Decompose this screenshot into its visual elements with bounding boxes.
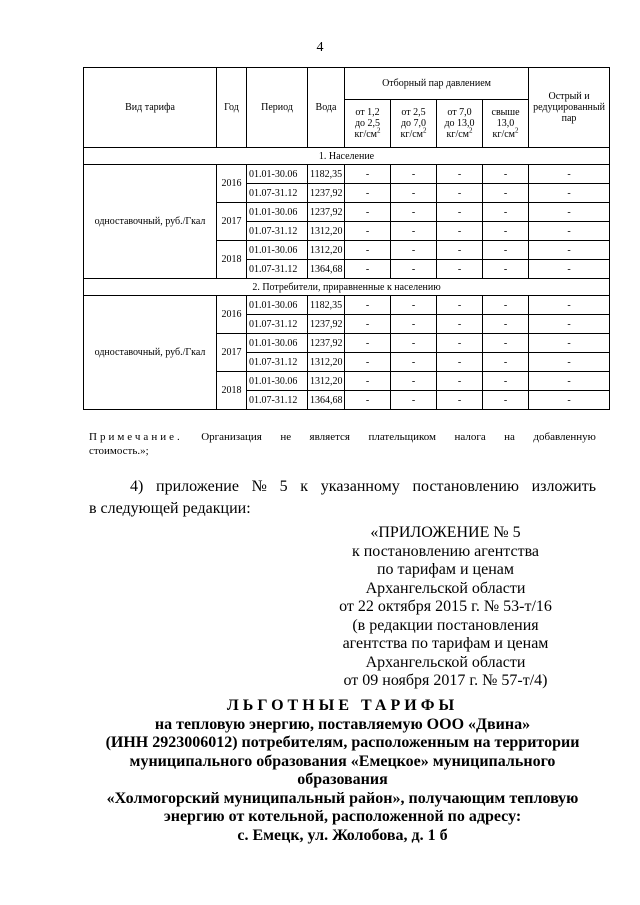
steam-cell: - <box>437 222 483 241</box>
water-cell: 1312,20 <box>308 222 345 241</box>
tariff-type-cell: одноставочный, руб./Гкал <box>84 165 217 279</box>
steam-cell: - <box>437 241 483 260</box>
heading-line: на тепловую энергию, поставляемую ООО «Двина» <box>154 715 531 733</box>
steam-cell: - <box>483 353 529 372</box>
steam-cell: - <box>529 334 610 353</box>
steam-cell: - <box>345 203 391 222</box>
steam-cell: - <box>391 372 437 391</box>
water-cell: 1237,92 <box>308 315 345 334</box>
steam-cell: - <box>391 391 437 410</box>
period-cell: 01.01-30.06 <box>247 296 308 315</box>
water-cell: 1237,92 <box>308 184 345 203</box>
appendix-line: Архангельской области <box>365 579 526 597</box>
appendix-line: к постановлению агентства <box>351 542 540 560</box>
year-cell: 2018 <box>217 372 247 410</box>
note-word: добавленную <box>533 431 596 443</box>
paragraph-4-line-2: в следующей редакции: <box>89 500 251 517</box>
paragraph-word: постановлению <box>412 478 519 495</box>
steam-cell: - <box>529 296 610 315</box>
year-cell: 2017 <box>217 334 247 372</box>
paragraph-word: к <box>300 478 309 495</box>
period-cell: 01.01-30.06 <box>247 372 308 391</box>
steam-cell: - <box>391 203 437 222</box>
steam-cell: - <box>483 391 529 410</box>
steam-cell: - <box>437 165 483 184</box>
table-row <box>84 165 610 184</box>
section-title: 2. Потребители, приравненные к населению <box>84 279 610 296</box>
steam-cell: - <box>437 260 483 279</box>
header-steam-col-1: от 1,2 до 2,5 $кг/см^2$ <box>345 100 391 148</box>
steam-cell: - <box>529 353 610 372</box>
steam-cell: - <box>437 372 483 391</box>
year-cell: 2018 <box>217 241 247 279</box>
appendix-block <box>318 524 573 691</box>
period-cell: 01.07-31.12 <box>247 222 308 241</box>
note-label: Примечание. <box>89 431 183 443</box>
steam-cell: - <box>483 334 529 353</box>
steam-cell: - <box>437 315 483 334</box>
table-row <box>84 296 610 315</box>
appendix-line: (в редакции постановления <box>352 616 539 634</box>
tariff-type-cell: одноставочный, руб./Гкал <box>84 296 217 410</box>
steam-cell: - <box>483 260 529 279</box>
steam-cell: - <box>529 241 610 260</box>
header-water: Вода <box>308 68 345 148</box>
heading-line: «Холмогорский муниципальный район», получающим тепловую <box>106 789 579 807</box>
paragraph-word: приложение <box>156 478 239 495</box>
note-word: Организация <box>201 431 262 443</box>
steam-cell: - <box>345 296 391 315</box>
appendix-line: по тарифам и ценам <box>376 561 515 578</box>
steam-cell: - <box>391 353 437 372</box>
steam-cell: - <box>391 222 437 241</box>
header-period: Период <box>247 68 308 148</box>
header-tariff-type: Вид тарифа <box>84 68 217 148</box>
period-cell: 01.01-30.06 <box>247 203 308 222</box>
document-heading <box>89 697 596 845</box>
note-line-1 <box>89 430 596 444</box>
steam-cell: - <box>437 203 483 222</box>
steam-cell: - <box>391 260 437 279</box>
steam-cell: - <box>483 315 529 334</box>
period-cell: 01.01-30.06 <box>247 165 308 184</box>
appendix-line: агентства по тарифам и ценам <box>342 635 549 652</box>
paragraph-word: 4) <box>130 478 144 495</box>
period-cell: 01.07-31.12 <box>247 260 308 279</box>
steam-cell: - <box>529 222 610 241</box>
period-cell: 01.07-31.12 <box>247 391 308 410</box>
steam-cell: - <box>345 222 391 241</box>
steam-cell: - <box>437 353 483 372</box>
steam-cell: - <box>437 184 483 203</box>
steam-cell: - <box>345 334 391 353</box>
steam-cell: - <box>483 372 529 391</box>
steam-cell: - <box>391 165 437 184</box>
tariff-table <box>83 67 610 410</box>
note-word: является <box>309 431 350 443</box>
header-sharp-steam: Острый и редуцированный пар <box>529 68 610 148</box>
water-cell: 1237,92 <box>308 334 345 353</box>
note-word: не <box>280 431 292 443</box>
heading-line: муниципального образования «Емецкое» муниципального образования <box>129 752 556 788</box>
steam-cell: - <box>529 165 610 184</box>
period-cell: 01.07-31.12 <box>247 353 308 372</box>
year-cell: 2016 <box>217 296 247 334</box>
steam-cell: - <box>345 260 391 279</box>
steam-cell: - <box>345 391 391 410</box>
header-steam-col-3: от 7,0 до 13,0 $кг/см^2$ <box>437 100 483 148</box>
note <box>89 430 596 458</box>
heading-line: (ИНН 2923006012) потребителям, расположенным на территории <box>105 734 580 751</box>
steam-cell: - <box>391 334 437 353</box>
steam-cell: - <box>529 372 610 391</box>
note-word: на <box>504 431 515 443</box>
table-body <box>84 148 610 410</box>
paragraph-4 <box>89 476 596 520</box>
steam-cell: - <box>345 241 391 260</box>
appendix-line: от 09 ноября 2017 г. № 57-т/4) <box>343 672 548 689</box>
steam-cell: - <box>345 184 391 203</box>
steam-cell: - <box>345 315 391 334</box>
header-steam-col-4: свыше 13,0 $кг/см^2$ <box>483 100 529 148</box>
steam-cell: - <box>483 165 529 184</box>
paragraph-word: № <box>251 478 267 495</box>
water-cell: 1364,68 <box>308 260 345 279</box>
steam-cell: - <box>529 315 610 334</box>
appendix-line: Архангельской области <box>365 653 526 671</box>
heading-title: ЛЬГОТНЫЕ ТАРИФЫ <box>226 697 459 714</box>
water-cell: 1312,20 <box>308 241 345 260</box>
appendix-line: «ПРИЛОЖЕНИЕ № 5 <box>370 524 521 541</box>
water-cell: 1312,20 <box>308 372 345 391</box>
heading-line: с. Емецк, ул. Жолобова, д. 1 б <box>237 826 448 844</box>
section-title-row <box>84 148 610 165</box>
paragraph-word: изложить <box>531 478 596 495</box>
steam-cell: - <box>529 184 610 203</box>
paragraph-word: 5 <box>279 478 288 495</box>
paragraph-word: указанному <box>320 478 400 495</box>
steam-cell: - <box>529 391 610 410</box>
section-title-row <box>84 279 610 296</box>
steam-cell: - <box>529 260 610 279</box>
paragraph-4-line-1 <box>89 476 596 498</box>
steam-cell: - <box>391 315 437 334</box>
steam-cell: - <box>437 296 483 315</box>
period-cell: 01.07-31.12 <box>247 315 308 334</box>
water-cell: 1237,92 <box>308 203 345 222</box>
steam-cell: - <box>483 296 529 315</box>
period-cell: 01.01-30.06 <box>247 334 308 353</box>
steam-cell: - <box>391 296 437 315</box>
steam-cell: - <box>391 184 437 203</box>
header-year: Год <box>217 68 247 148</box>
period-cell: 01.01-30.06 <box>247 241 308 260</box>
year-cell: 2016 <box>217 165 247 203</box>
year-cell: 2017 <box>217 203 247 241</box>
page-number: 4 <box>316 40 324 55</box>
header-steam-group: Отборный пар давлением <box>345 68 529 100</box>
steam-cell: - <box>483 241 529 260</box>
appendix-line: от 22 октября 2015 г. № 53-т/16 <box>339 598 552 615</box>
steam-cell: - <box>529 203 610 222</box>
water-cell: 1312,20 <box>308 353 345 372</box>
table-header <box>84 68 610 148</box>
period-cell: 01.07-31.12 <box>247 184 308 203</box>
note-word: налога <box>454 431 486 443</box>
steam-cell: - <box>345 353 391 372</box>
steam-cell: - <box>483 222 529 241</box>
note-word: плательщиком <box>368 431 437 443</box>
heading-line: энергию от котельной, расположенной по адресу: <box>163 808 522 825</box>
steam-cell: - <box>345 165 391 184</box>
steam-cell: - <box>483 203 529 222</box>
note-line-2: стоимость.»; <box>89 445 149 457</box>
water-cell: 1182,35 <box>308 165 345 184</box>
steam-cell: - <box>437 391 483 410</box>
section-title: 1. Население <box>84 148 610 165</box>
steam-cell: - <box>345 372 391 391</box>
header-steam-col-2: от 2,5 до 7,0 $кг/см^2$ <box>391 100 437 148</box>
water-cell: 1364,68 <box>308 391 345 410</box>
steam-cell: - <box>437 334 483 353</box>
steam-cell: - <box>483 184 529 203</box>
water-cell: 1182,35 <box>308 296 345 315</box>
steam-cell: - <box>391 241 437 260</box>
